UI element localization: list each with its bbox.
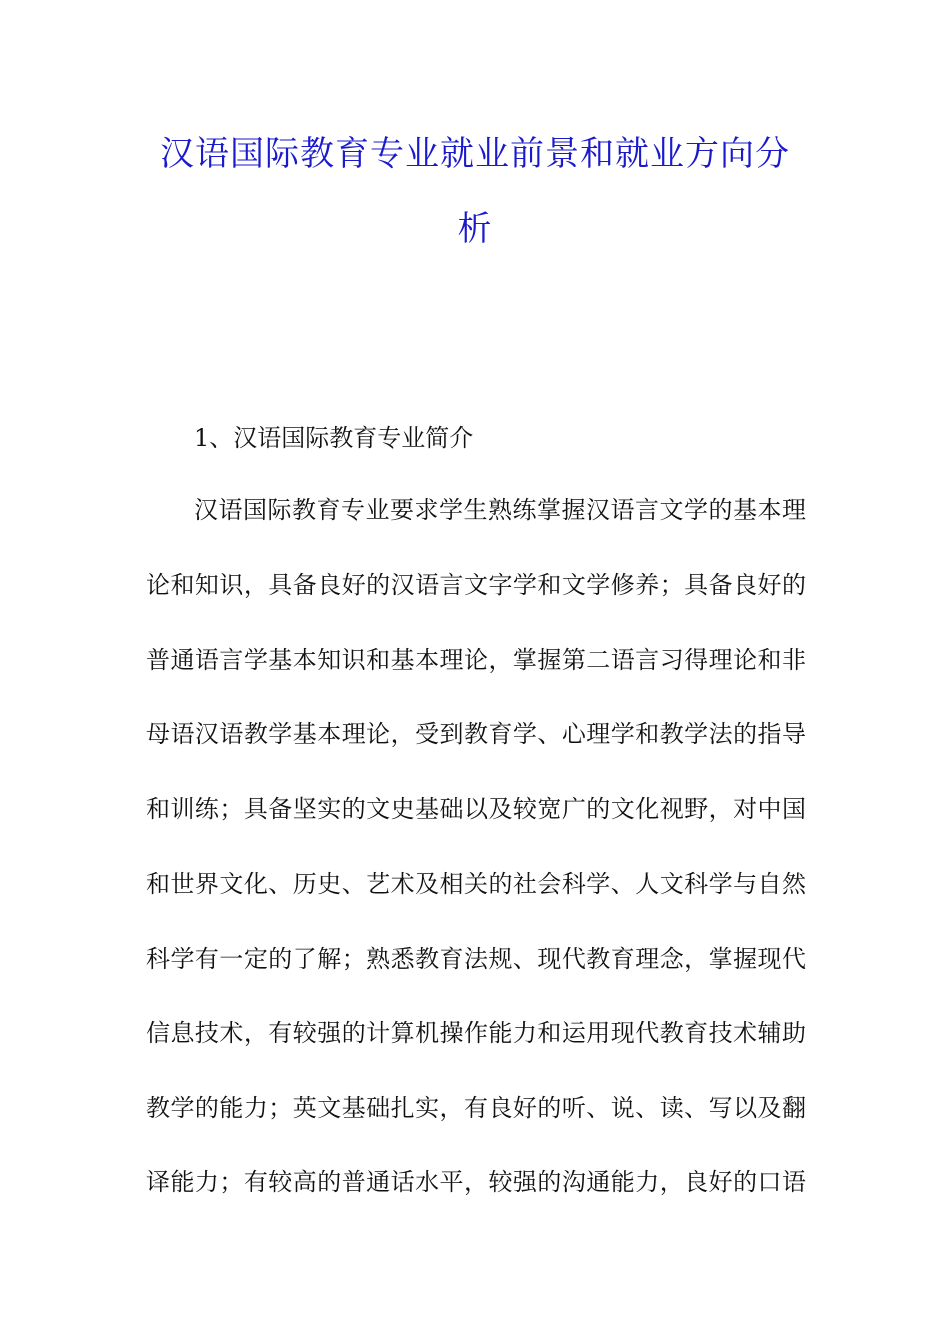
paragraph-line: 信息技术，有较强的计算机操作能力和运用现代教育技术辅助 (146, 1019, 806, 1047)
paragraph-line: 论和知识，具备良好的汉语言文字学和文学修养；具备良好的 (146, 571, 806, 599)
paragraph-line: 汉语国际教育专业要求学生熟练掌握汉语言文学的基本理 (194, 496, 806, 524)
paragraph-line: 普通语言学基本知识和基本理论，掌握第二语言习得理论和非 (146, 646, 806, 674)
paragraph-line: 科学有一定的了解；熟悉教育法规、现代教育理念，掌握现代 (146, 945, 806, 973)
document-title-line-2: 析 (457, 209, 493, 249)
document-title-line-1: 汉语国际教育专业就业前景和就业方向分 (160, 134, 790, 174)
paragraph-line: 母语汉语教学基本理论，受到教育学、心理学和教学法的指导 (146, 720, 806, 748)
paragraph-line: 和训练；具备坚实的文史基础以及较宽广的文化视野，对中国 (146, 795, 806, 823)
paragraph-line: 和世界文化、历史、艺术及相关的社会科学、人文科学与自然 (146, 870, 806, 898)
paragraph-line: 译能力；有较高的普通话水平，较强的沟通能力，良好的口语 (146, 1168, 806, 1196)
paragraph-line: 教学的能力；英文基础扎实，有良好的听、说、读、写以及翻 (146, 1094, 806, 1122)
section-heading: 1、汉语国际教育专业简介 (194, 424, 474, 452)
